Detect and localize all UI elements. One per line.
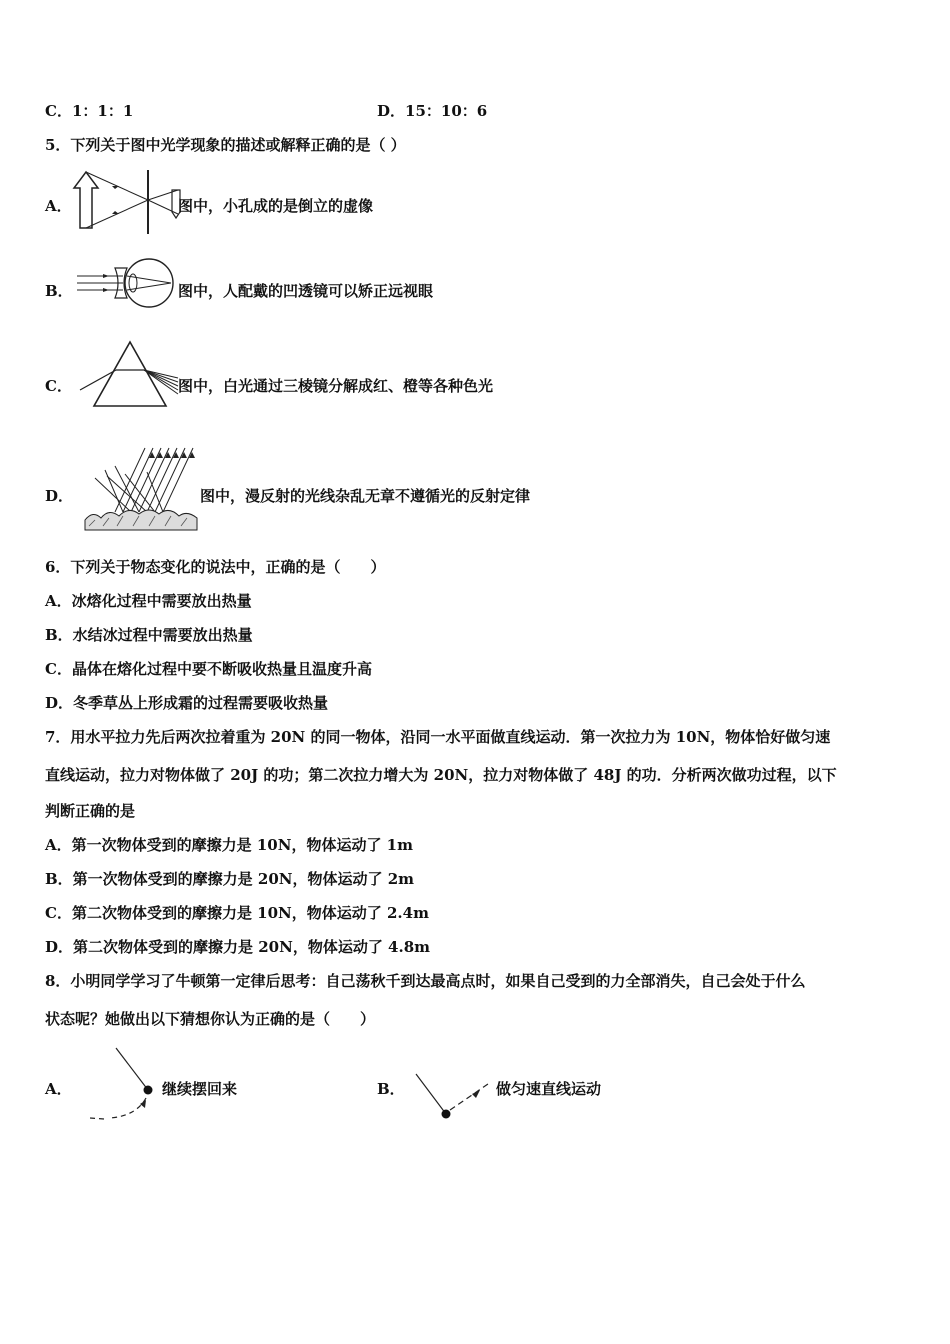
q7-option-a: A．第一次物体受到的摩擦力是 10N，物体运动了 1m [45,836,413,854]
q8-stem-line1: 8．小明同学学习了牛顿第一定律后思考：自己荡秋千到达最高点时，如果自己受到的力全部消失，自己会处于什么 [45,972,806,990]
q7-stem-line3: 判断正确的是 [45,802,136,820]
q5-a-text: 图中，小孔成的是倒立的虚像 [178,197,374,215]
q6-option-c: C．晶体在熔化过程中要不断吸收热量且温度升高 [45,660,372,678]
q6-option-d: D．冬季草丛上形成霜的过程需要吸收热量 [45,694,329,712]
q4-option-c: C．1：1：1 [45,102,134,120]
q8-a-text: 继续摆回来 [162,1080,238,1098]
prism-dispersion-figure [80,340,180,408]
q8-a-label: A． [45,1080,72,1098]
q5-b-label: B． [45,282,73,300]
q6-option-b: B．水结冰过程中需要放出热量 [45,626,253,644]
q8-stem-line2: 状态呢？她做出以下猜想你认为正确的是（ ） [45,1010,376,1028]
q7-option-d: D．第二次物体受到的摩擦力是 20N，物体运动了 4.8m [45,938,431,956]
uniform-motion-figure [412,1070,496,1122]
q7-option-c: C．第二次物体受到的摩擦力是 10N，物体运动了 2.4m [45,904,429,922]
q4-option-d: D．15：10：6 [377,102,488,120]
q5-a-label: A． [45,197,72,215]
diffuse-reflection-figure [85,446,200,532]
q5-stem: 5．下列关于图中光学现象的描述或解释正确的是（ ） [45,136,406,154]
q7-stem-line2: 直线运动，拉力对物体做了 20J 的功；第二次拉力增大为 20N，拉力对物体做了 48J 的功．分析两次做功过程，以下 [45,766,837,784]
q7-option-b: B．第一次物体受到的摩擦力是 20N，物体运动了 2m [45,870,415,888]
q5-d-text: 图中，漫反射的光线杂乱无章不遵循光的反射定律 [200,487,531,505]
q5-b-text: 图中，人配戴的凹透镜可以矫正远视眼 [178,282,434,300]
q5-c-label: C． [45,377,72,395]
q5-c-text: 图中，白光通过三棱镜分解成红、橙等各种色光 [178,377,494,395]
q6-stem: 6．下列关于物态变化的说法中，正确的是（ ） [45,558,386,576]
q5-d-label: D． [45,487,74,505]
pinhole-camera-figure [72,168,182,236]
eye-concave-lens-figure [75,256,180,308]
q7-stem-line1: 7．用水平拉力先后两次拉着重为 20N 的同一物体，沿同一水平面做直线运动．第一次拉力为 10N，物体恰好做匀速 [45,728,831,746]
q8-b-text: 做匀速直线运动 [496,1080,602,1098]
swing-back-figure [88,1046,160,1124]
q8-b-label: B． [377,1080,405,1098]
q6-option-a: A．冰熔化过程中需要放出热量 [45,592,252,610]
